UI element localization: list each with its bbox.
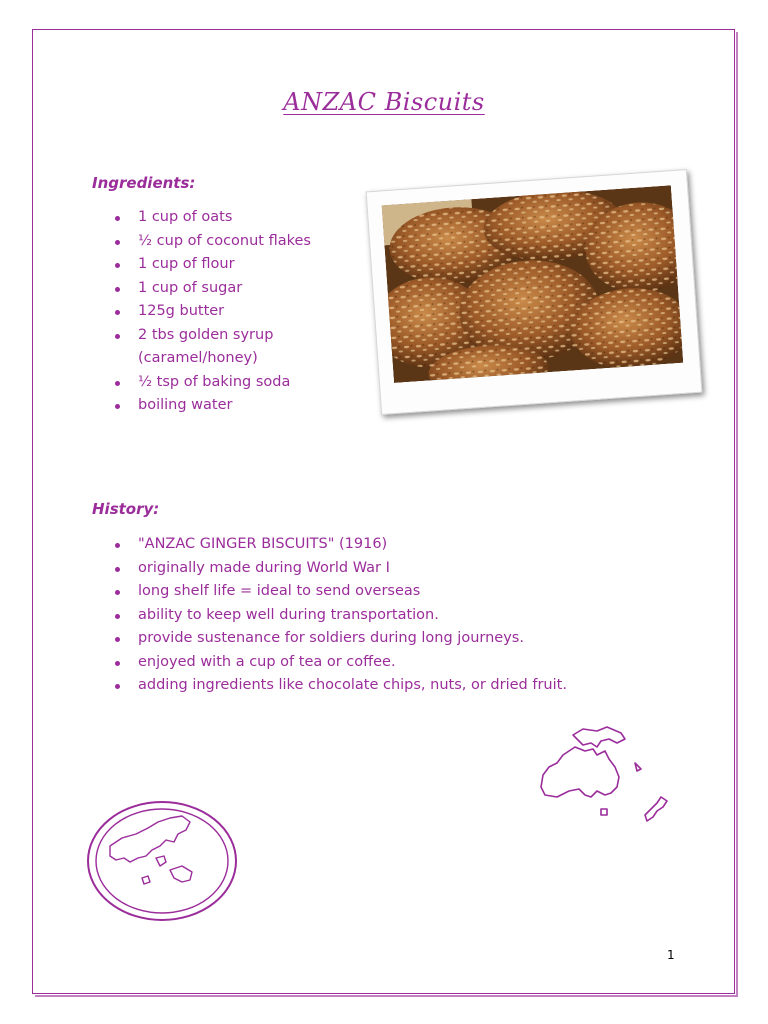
biscuits-photo-frame: [366, 169, 703, 415]
history-heading: History:: [92, 500, 160, 518]
list-item: 1 cup of oats: [112, 206, 311, 230]
ingredients-heading: Ingredients:: [92, 174, 196, 192]
biscuits-image: [382, 185, 684, 383]
list-item: "ANZAC GINGER BISCUITS" (1916): [112, 533, 567, 557]
biscuits-photo: [382, 185, 684, 383]
list-item: boiling water: [112, 394, 311, 418]
list-item: long shelf life = ideal to send overseas: [112, 580, 567, 604]
list-item: 2 tbs golden syrup: [112, 324, 311, 348]
list-item: provide sustenance for soldiers during long journeys.: [112, 627, 567, 651]
australia-map-icon: [535, 725, 675, 830]
list-item: ability to keep well during transportation.: [112, 604, 567, 628]
list-item: ½ tsp of baking soda: [112, 371, 311, 395]
list-item: enjoyed with a cup of tea or coffee.: [112, 651, 567, 675]
list-item: ½ cup of coconut flakes: [112, 230, 311, 254]
page-number: 1: [667, 948, 675, 962]
list-item: 1 cup of sugar: [112, 277, 311, 301]
list-item-continuation: (caramel/honey): [138, 350, 258, 366]
history-list: [112, 533, 567, 698]
list-item: originally made during World War I: [112, 557, 567, 581]
page-title: ANZAC Biscuits: [283, 88, 485, 116]
list-item: 1 cup of flour: [112, 253, 311, 277]
ingredients-list: [112, 206, 311, 418]
globe-icon: [86, 800, 238, 922]
list-item: adding ingredients like chocolate chips, nuts, or dried fruit.: [112, 674, 567, 698]
list-item: 125g butter: [112, 300, 311, 324]
